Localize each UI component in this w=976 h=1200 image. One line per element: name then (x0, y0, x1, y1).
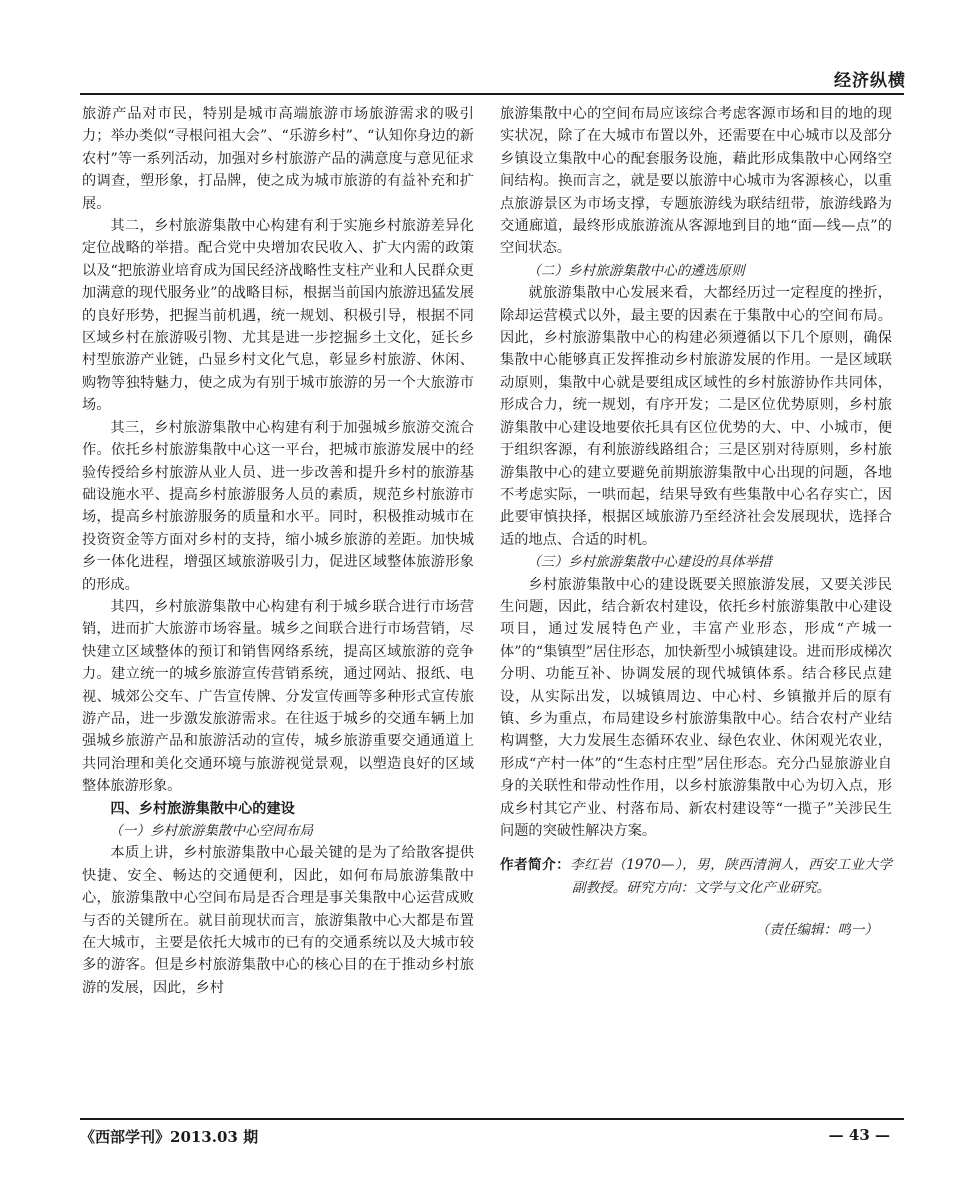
left-column (82, 103, 474, 999)
paragraph: 其三，乡村旅游集散中心构建有利于加强城乡旅游交流合作。依托乡村旅游集散中心这一平台，把城市旅游发展中的经验传授给乡村旅游从业人员、进一步改善和提升乡村的旅游基础设施水平、提高乡村旅游服务人员的素质，规范乡村旅游市场，提高乡村旅游服务的质量和水平。同时，积极推动城市在投资资金等方面对乡村的支持，缩小城乡旅游的差距。加快城乡一体化进程，增强区域旅游吸引力，促进区域整体旅游形象的形成。 (82, 419, 474, 593)
header-rule (80, 93, 904, 95)
right-column (500, 103, 892, 942)
paragraph: 旅游集散中心的空间布局应该综合考虑客源市场和目的地的现实状况，除了在大城市布置以外，还需要在中心城市以及部分乡镇设立集散中心的配套服务设施，藉此形成集散中心网络空间结构。换而言之，就是要以旅游中心城市为客源核心，以重点旅游景区为市场支撑，专题旅游线为联结纽带，旅游线路为交通廊道，最终形成旅游流从客源地到目的地“面—线—点”的空间状态。 (500, 106, 892, 257)
subsection-heading: （一）乡村旅游集散中心空间布局 (109, 823, 314, 839)
paragraph: 旅游产品对市民，特别是城市高端旅游市场旅游需求的吸引力；举办类似“寻根问祖大会”、“乐游乡村”、“认知你身边的新农村”等一系列活动，加强对乡村旅游产品的满意度与意见征求的调查，塑形象，打品牌，使之成为城市旅游的有益补充和扩展。 (82, 106, 474, 212)
subsection-heading: （三）乡村旅游集散中心建设的具体举措 (527, 554, 772, 571)
paragraph: 本质上讲，乡村旅游集散中心最关键的是为了给散客提供快捷、安全、畅达的交通便利，因此，如何布局旅游集散中心，旅游集散中心空间布局是否合理是事关集散中心运营成败与否的关键所在。就目前现状而言，旅游集散中心大都是布置在大城市，主要是依托大城市的已有的交通系统以及大城市较多的游客。但是乡村旅游集散中心的核心目的在于推动乡村旅游的发展，因此，乡村 (82, 845, 474, 996)
section-header: 经济纵横 (834, 71, 906, 91)
paragraph: 就旅游集散中心发展来看，大都经历过一定程度的挫折，除却运营模式以外，最主要的因素在于集散中心的空间布局。因此，乡村旅游集散中心的构建必须遵循以下几个原则，确保集散中心能够真正发挥推动乡村旅游发展的作用。一是区域联动原则，集散中心就是要组成区域性的乡村旅游协作共同体，形成合力，统一规划，有序开发；二是区位优势原则，乡村旅游集散中心建设地要依托具有区位优势的大、中、小城市，便于组织客源，有利旅游线路组合；三是区别对待原则，乡村旅游集散中心的建立要避免前期旅游集散中心出现的问题，各地不考虑实际，一哄而起，结果导致有些集散中心名存实亡，因此要审慎抉择，根据区域旅游乃至经济社会发展现状，选择合适的地点、合适的时机。 (500, 285, 892, 548)
subsection-heading: （二）乡村旅游集散中心的遴选原则 (527, 262, 745, 279)
author-label: 作者简介： (500, 857, 571, 874)
section-heading: 四、乡村旅游集散中心的建设 (110, 800, 295, 817)
author-text: 李红岩（1970—），男，陕西清涧人，西安工业大学副教授。研究方向：文学与文化产业研究。 (570, 857, 892, 896)
footer-rule (80, 1118, 904, 1120)
paragraph: 其二，乡村旅游集散中心构建有利于实施乡村旅游差异化定位战略的举措。配合党中央增加农民收入、扩大内需的政策以及“把旅游业培育成为国民经济战略性支柱产业和人民群众更加满意的现代服务业”的战略目标，根据当前国内旅游迅猛发展的良好形势，把握当前机遇，统一规划、积极引导，根据不同区域乡村在旅游吸引物、尤其是进一步挖掘乡土文化，延长乡村型旅游产业链，凸显乡村文化气息，彰显乡村旅游、休闲、购物等独特魅力，使之成为有别于城市旅游的另一个大旅游市场。 (82, 218, 474, 414)
paragraph: 其四，乡村旅游集散中心构建有利于城乡联合进行市场营销，进而扩大旅游市场容量。城乡之间联合进行市场营销，尽快建立区域整体的预订和销售网络系统，提高区域旅游的竞争力。建立统一的城乡旅游宣传营销系统，通过网站、报纸、电视、城郊公交车、广告宣传牌、分发宣传画等多种形式宣传旅游产品，进一步激发旅游需求。在往返于城乡的交通车辆上加强城乡旅游产品和旅游活动的宣传，城乡旅游重要交通通道上共同治理和美化交通环境与旅游视觉景观，以塑造良好的区域整体旅游形象。 (82, 598, 474, 795)
paragraph: 乡村旅游集散中心的建设既要关照旅游发展，又要关涉民生问题，因此，结合新农村建设，依托乡村旅游集散中心建设项目，通过发展特色产业，丰富产业形态，形成“产城一体”的“集镇型”居住形态，加快新型小城镇建设。进而形成梯次分明、功能互补、协调发展的现代城镇体系。结合移民点建设，从实际出发，以城镇周边、中心村、乡镇撤并后的原有镇、乡为重点，布局建设乡村旅游集散中心。结合农村产业结构调整，大力发展生态循环农业、绿色农业、休闲观光农业，形成“产村一体”的“生态村庄型”居住形态。充分凸显旅游业自身的关联性和带动性作用，以乡村旅游集散中心为切入点，形成乡村其它产业、村落布局、新农村建设等“一揽子”关涉民生问题的突破性解决方案。 (500, 576, 892, 839)
author-bio (500, 854, 892, 899)
responsible-editor: （责任编辑：鸣一） (755, 922, 878, 939)
page-number: — 43 — (828, 1126, 890, 1144)
journal-issue: 《西部学刊》2013.03 期 (80, 1128, 259, 1146)
